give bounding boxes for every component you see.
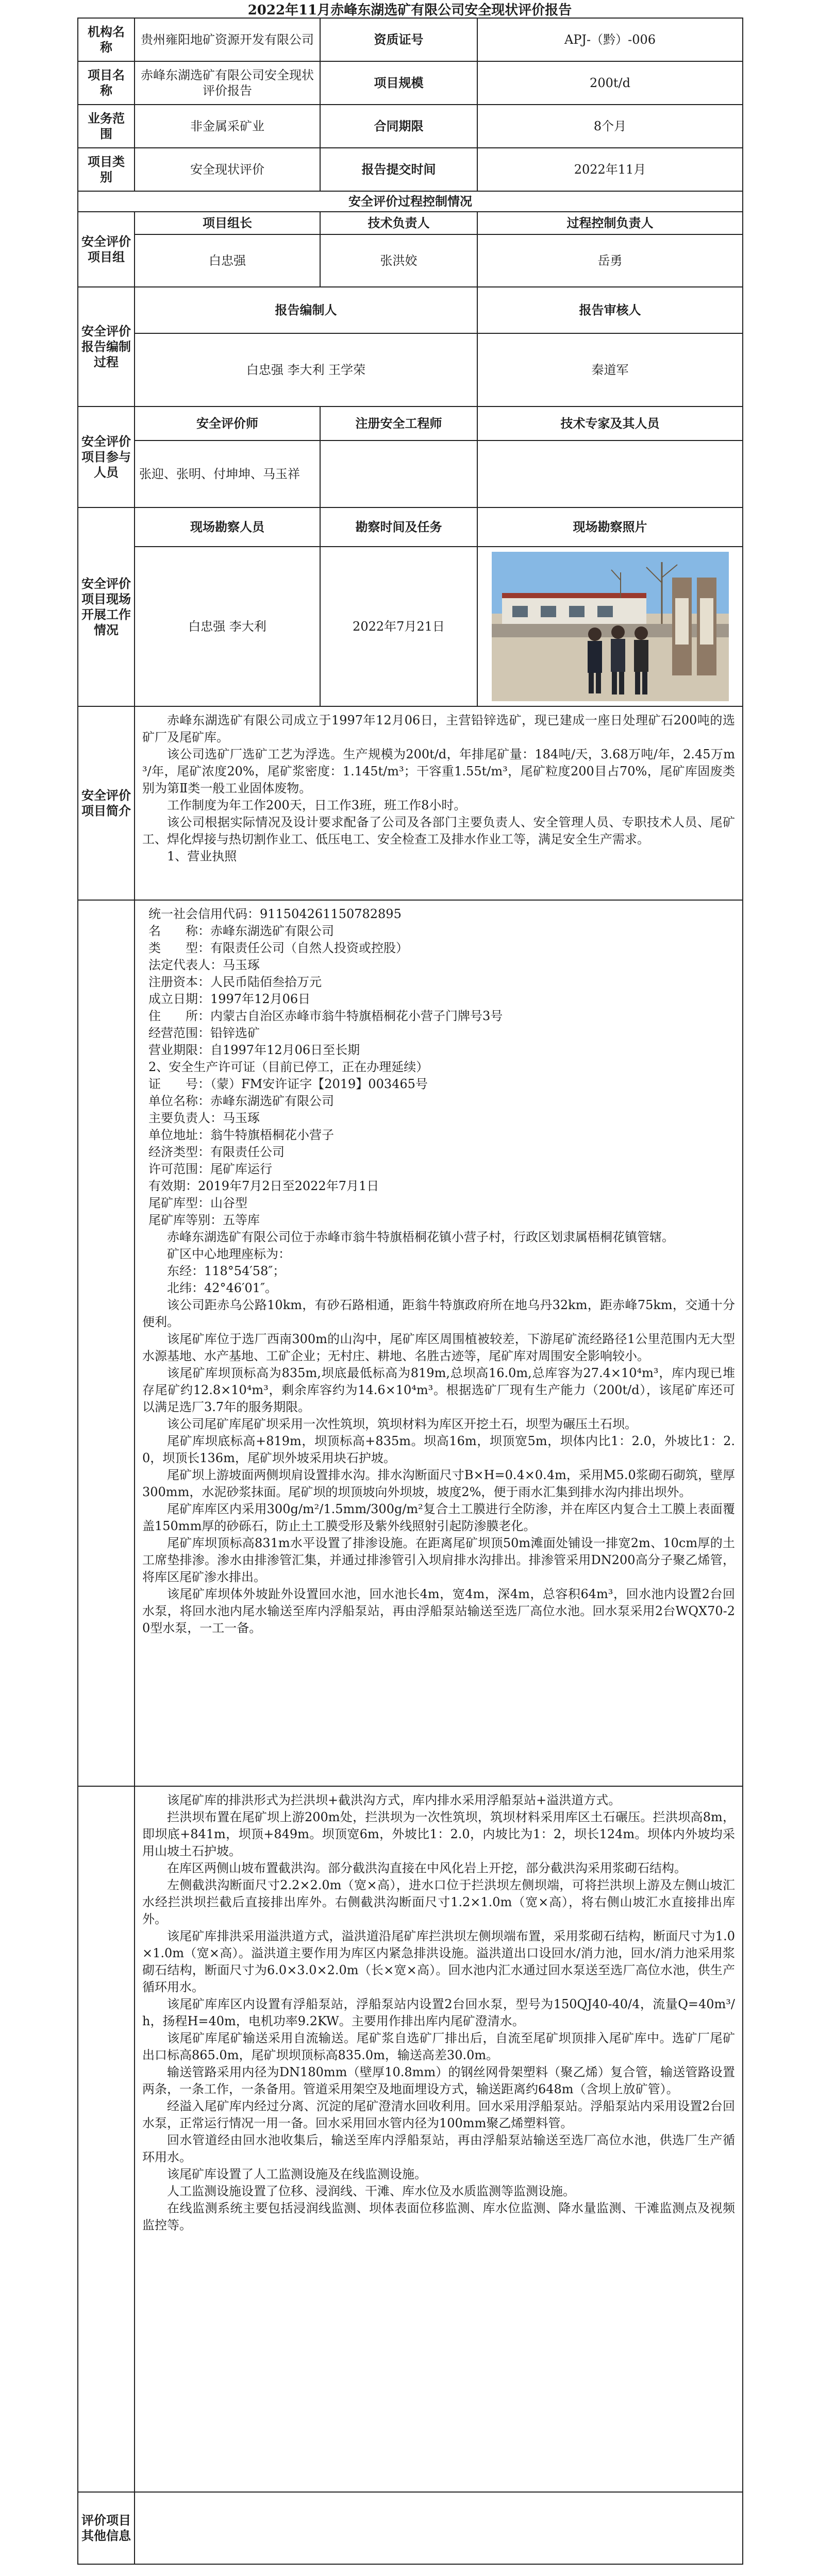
- site-time-value: 2022年7月21日: [320, 547, 477, 706]
- drainage-body: [135, 1786, 743, 2492]
- col-writers: 报告编制人: [135, 287, 477, 333]
- intro-paragraph: 该公司选矿厂选矿工艺为浮选。生产规模为200t/d，年排尾矿量：184吨/天，3.68万吨/年，2.45万m³/年，尾矿浓度20%，尾矿浆密度：1.145t/m³；干容重1.55t/m³，尾矿粒度200目占70%，尾矿库固废类别为第Ⅱ类一般工业固体废物。: [142, 747, 736, 795]
- agency-label: 机构名称: [78, 18, 135, 61]
- drainage-paragraph: 左侧截洪沟断面尺寸2.2×2.0m（宽×高），进水口位于拦洪坝左侧坝端，可将拦洪坝上游及左侧山坡汇水经拦洪坝拦截后直接排出库外。右侧截洪沟断面尺寸1.2×1.0m（宽×高），将右侧山坡汇水直接排出库外。: [142, 1878, 736, 1926]
- col-leader: 项目组长: [135, 212, 320, 234]
- col-experts: 技术专家及其人员: [477, 406, 743, 440]
- intro-label: 安全评价项目简介: [78, 706, 135, 900]
- contract-value: 8个月: [477, 105, 743, 148]
- process-section-title: 安全评价过程控制情况: [78, 191, 743, 212]
- engineer-value: [320, 440, 477, 507]
- drainage-paragraph: 该尾矿库库区内设置有浮船泵站，浮船泵站内设置2台回水泵，型号为150QJ40-40/4，流量Q=40m³/h，扬程H=40m，电机功率9.2KW。主要用作排出库内尾矿澄清水。: [142, 1997, 736, 2028]
- submit-label: 报告提交时间: [320, 148, 477, 191]
- license-line: 有效期：2019年7月2日至2022年7月1日: [148, 1179, 379, 1193]
- cert-label: 资质证号: [320, 18, 477, 61]
- col-site-photo: 现场勘察照片: [477, 507, 743, 547]
- license-line: 经营范围：铅锌选矿: [148, 1026, 260, 1040]
- drainage-label-empty: [78, 1786, 135, 2492]
- team-label: 安全评价项目组: [78, 212, 135, 287]
- license-line: 许可范围：尾矿库运行: [148, 1162, 272, 1176]
- license-line: 类 型：有限责任公司（自然人投资或控股）: [148, 941, 408, 955]
- license-line: 统一社会信用代码：911504261150782895: [148, 907, 402, 921]
- submit-value: 2022年11月: [477, 148, 743, 191]
- intro-paragraph: 该公司根据实际情况及设计要求配备了公司及各部门主要负责人、安全管理人员、专职技术人员、尾矿工、焊化焊接与热切割作业工、低压电工、安全检查工及排水作业工等，满足安全生产需求。: [142, 815, 736, 846]
- license-paragraph: 赤峰东湖选矿有限公司位于赤峰市翁牛特旗梧桐花镇小营子村，行政区划隶属梧桐花镇管辖。: [167, 1230, 674, 1244]
- evaluators-value: 张迎、张明、付坤坤、马玉祥: [135, 440, 320, 507]
- license-paragraph: 矿区中心地理座标为：: [167, 1247, 291, 1261]
- license-row: [78, 900, 743, 1786]
- license-paragraph: 该公司距赤乌公路10km，有砂石路相通，距翁牛特旗政府所在地乌丹32km，距赤峰75km，交通十分便利。: [142, 1298, 736, 1329]
- writers-value: 白忠强 李大利 王学荣: [135, 333, 477, 406]
- license-line: 证 号：（蒙）FM安许证字【2019】003465号: [148, 1077, 428, 1091]
- type-value: 安全现状评价: [135, 148, 320, 191]
- team-header-row: [78, 212, 743, 234]
- project-name-value: 赤峰东湖选矿有限公司安全现状评价报告: [135, 61, 320, 105]
- leader-value: 白忠强: [135, 234, 320, 287]
- license-line: 法定代表人：马玉琢: [148, 958, 260, 972]
- col-evaluator: 安全评价师: [135, 406, 320, 440]
- compile-label: 安全评价报告编制过程: [78, 287, 135, 406]
- business-label: 业务范围: [78, 105, 135, 148]
- site-photo-illustration: [492, 552, 729, 701]
- license-paragraph: 该尾矿库坝体外坡趾外设置回水池，回水池长4m，宽4m，深4m，总容积64m³，回水池内设置2台回水泵，将回水池内尾水输送至库内浮船泵站，再由浮船泵站输送至选厂高位水池。回水泵采用2台WQX70-20型水泵，一工一备。: [142, 1587, 736, 1635]
- contract-label: 合同期限: [320, 105, 477, 148]
- business-row: [78, 105, 743, 148]
- license-line: 名 称：赤峰东湖选矿有限公司: [148, 924, 334, 938]
- report-table: [77, 18, 743, 2565]
- site-value-row: [78, 547, 743, 706]
- site-header-row: [78, 507, 743, 547]
- page-title: 2022年11月赤峰东湖选矿有限公司安全现状评价报告: [247, 3, 572, 18]
- drainage-paragraph: 在线监测系统主要包括浸润线监测、坝体表面位移监测、库水位监测、降水量监测、干滩监测点及视频监控等。: [142, 2201, 736, 2232]
- intro-list-head: 1、营业执照: [167, 849, 237, 863]
- license-paragraph: 尾矿库坝顶标高831m水平设置了排渗设施。在距离尾矿坝顶50m滩面处铺设一排宽2m、10cm厚的土工席垫排渗。渗水由排渗管汇集，并通过排渗管引入坝肩排水沟排出。排渗管采用DN200高分子聚乙烯管，将库区尾矿渗水排出。: [142, 1536, 736, 1584]
- license-paragraph: 尾矿库坝底标高+819m，坝顶标高+835m。坝高16m，坝顶宽5m，坝体内比1：2.0，外坡比1：2.0，坝顶长136m，尾矿坝外坡采用块石护坡。: [142, 1434, 736, 1465]
- reviewer-value: 秦道军: [477, 333, 743, 406]
- license-paragraph: 该公司尾矿库尾矿坝采用一次性筑坝，筑坝材料为库区开挖土石，坝型为碾压土石坝。: [167, 1417, 637, 1431]
- license-line: 尾矿库型：山谷型: [148, 1196, 247, 1210]
- process-section-row: [78, 191, 743, 212]
- site-photo-cell: [477, 547, 743, 706]
- other-row: [78, 2492, 743, 2564]
- drainage-paragraph: 输送管路采用内径为DN180mm（壁厚10.8mm）的钢丝网骨架塑料（聚乙烯）复合管，输送管路设置两条，一条工作，一条备用。管道采用架空及地面埋设方式，输送距离约648m（含坝上放矿管）。: [142, 2065, 736, 2096]
- site-staff-value: 白忠强 李大利: [135, 547, 320, 706]
- staff-header-row: [78, 406, 743, 440]
- staff-value-row: [78, 440, 743, 507]
- type-row: [78, 148, 743, 191]
- drainage-paragraph: 该尾矿库的排洪形式为拦洪坝+截洪沟方式，库内排水采用浮船泵站+溢洪道方式。: [167, 1793, 621, 1807]
- intro-paragraph: 赤峰东湖选矿有限公司成立于1997年12月06日，主营铅锌选矿，现已建成一座日处理矿石200吨的选矿厂及尾矿库。: [142, 713, 736, 744]
- type-label: 项目类别: [78, 148, 135, 191]
- experts-value: [477, 440, 743, 507]
- license-line: 成立日期：1997年12月06日: [148, 992, 311, 1006]
- col-process: 过程控制负责人: [477, 212, 743, 234]
- compile-value-row: [78, 333, 743, 406]
- col-reviewer: 报告审核人: [477, 287, 743, 333]
- project-row: [78, 61, 743, 105]
- other-label: 评价项目其他信息: [78, 2492, 135, 2564]
- col-site-time: 勘察时间及任务: [320, 507, 477, 547]
- compile-header-row: [78, 287, 743, 333]
- license-body: [135, 900, 743, 1786]
- other-value: [135, 2492, 743, 2564]
- project-name-label: 项目名称: [78, 61, 135, 105]
- license-line: 营业期限：自1997年12月06日至长期: [148, 1043, 360, 1057]
- team-value-row: [78, 234, 743, 287]
- drainage-row: [78, 1786, 743, 2492]
- col-site-staff: 现场勘察人员: [135, 507, 320, 547]
- intro-body: [135, 706, 743, 900]
- agency-value: 贵州雍阳地矿资源开发有限公司: [135, 18, 320, 61]
- intro-row: [78, 706, 743, 900]
- license-line: 注册资本：人民币陆佰叁拾万元: [148, 975, 322, 989]
- license-line: 单位名称：赤峰东湖选矿有限公司: [148, 1094, 334, 1108]
- business-value: 非金属采矿业: [135, 105, 320, 148]
- license-line: 尾矿库等别：五等库: [148, 1213, 260, 1227]
- license-line: 经济类型：有限责任公司: [148, 1145, 285, 1159]
- drainage-paragraph: 该尾矿库设置了人工监测设施及在线监测设施。: [167, 2167, 427, 2181]
- license-label-empty: [78, 900, 135, 1786]
- scale-value: 200t/d: [477, 61, 743, 105]
- drainage-paragraph: 拦洪坝布置在尾矿坝上游200m处，拦洪坝为一次性筑坝，筑坝材料采用库区土石碾压。拦洪坝高8m，即坝底+841m，坝顶+849m。坝顶宽6m，外坡比1：2.0，内坡比为1：2，坝长124m。坝体内外坡均采用山坡土石护坡。: [142, 1810, 736, 1858]
- license-line: 住 所：内蒙古自治区赤峰市翁牛特旗梧桐花小营子门牌号3号: [148, 1009, 503, 1023]
- drainage-paragraph: 该尾矿库排洪采用溢洪道方式，溢洪道沿尾矿库拦洪坝左侧坝端布置，采用浆砌石结构，断面尺寸为1.0×1.0m（宽×高）。溢洪道主要作用为库区内紧急排洪设施。溢洪道出口设回水/消力池，回水/消力池采用浆砌石结构，断面尺寸为6.0×3.0×2.0m（长×宽×高）。回水池内汇水通过回水泵送至选厂高位水池，供生产循环用水。: [142, 1929, 736, 1994]
- license-line: 2、安全生产许可证（目前已停工，正在办理延续）: [148, 1060, 429, 1074]
- scale-label: 项目规模: [320, 61, 477, 105]
- drainage-paragraph: 该尾矿库尾矿输送采用自流输送。尾矿浆自选矿厂排出后，自流至尾矿坝顶排入尾矿库中。选矿厂尾矿出口标高865.0m，尾矿坝坝顶标高835.0m，输送高差30.0m。: [142, 2031, 736, 2062]
- agency-row: [78, 18, 743, 61]
- tech-value: 张洪姣: [320, 234, 477, 287]
- process-mgr-value: 岳勇: [477, 234, 743, 287]
- drainage-paragraph: 回水管道经由回水池收集后，输送至库内浮船泵站，再由浮船泵站输送至选厂高位水池，供选厂生产循环用水。: [142, 2133, 736, 2164]
- license-paragraph: 东经：118°54′58″；: [167, 1264, 286, 1278]
- cert-value: APJ-（黔）-006: [477, 18, 743, 61]
- site-label: 安全评价项目现场开展工作情况: [78, 507, 135, 706]
- license-paragraph: 尾矿库库区内采用300g/m²/1.5mm/300g/m²复合土工膜进行全防渗，并在库区内复合土工膜上表面覆盖150mm厚的砂砾石，防止土工膜受形及紫外线照射引起防渗膜老化。: [142, 1502, 736, 1533]
- staff-label: 安全评价项目参与人员: [78, 406, 135, 507]
- col-tech: 技术负责人: [320, 212, 477, 234]
- license-paragraph: 该尾矿库坝顶标高为835m,坝底最低标高为819m,总坝高16.0m,总库容为27.4×10⁴m³，库内现已堆存尾矿约12.8×10⁴m³，剩余库容约为14.6×10⁴m³。根据选矿厂现有生产能力（200t/d），该尾矿库还可以满足选厂3.7年的服务期限。: [142, 1366, 736, 1414]
- license-paragraph: 该尾矿库位于选厂西南300m的山沟中，尾矿库区周围植被较差，下游尾矿流经路径1公里范围内无大型水源基地、水产基地、工矿企业；无村庄、耕地、名胜古迹等，尾矿库对周围安全影响较小。: [142, 1332, 736, 1363]
- drainage-paragraph: 人工监测设施设置了位移、浸润线、干滩、库水位及水质监测等监测设施。: [167, 2184, 575, 2198]
- license-paragraph: 北纬：42°46′01″。: [167, 1281, 278, 1295]
- license-line: 主要负责人：马玉琢: [148, 1111, 260, 1125]
- site-photo: [492, 552, 729, 701]
- drainage-paragraph: 经溢入尾矿库内经过分离、沉淀的尾矿澄清水回收利用。回水采用浮船泵站。浮船泵站内采用设置2台回水泵，正常运行情况一用一备。回水采用回水管内径为100mm聚乙烯塑料管。: [142, 2099, 736, 2130]
- license-line: 单位地址：翁牛特旗梧桐花小营子: [148, 1128, 334, 1142]
- intro-paragraph: 工作制度为年工作200天，日工作3班，班工作8小时。: [167, 798, 466, 812]
- report-page: [77, 0, 742, 2565]
- license-paragraph: 尾矿坝上游坡面两侧坝肩设置排水沟。排水沟断面尺寸B×H=0.4×0.4m，采用M5.0浆砌石砌筑，壁厚300mm，水泥砂浆抹面。尾矿坝的坝顶坡向外坝坡，坡度2%，便于雨水汇集到排水沟内排出坝外。: [142, 1468, 736, 1499]
- drainage-paragraph: 在库区两侧山坡布置截洪沟。部分截洪沟直接在中风化岩上开挖，部分截洪沟采用浆砌石结构。: [167, 1861, 687, 1875]
- col-engineer: 注册安全工程师: [320, 406, 477, 440]
